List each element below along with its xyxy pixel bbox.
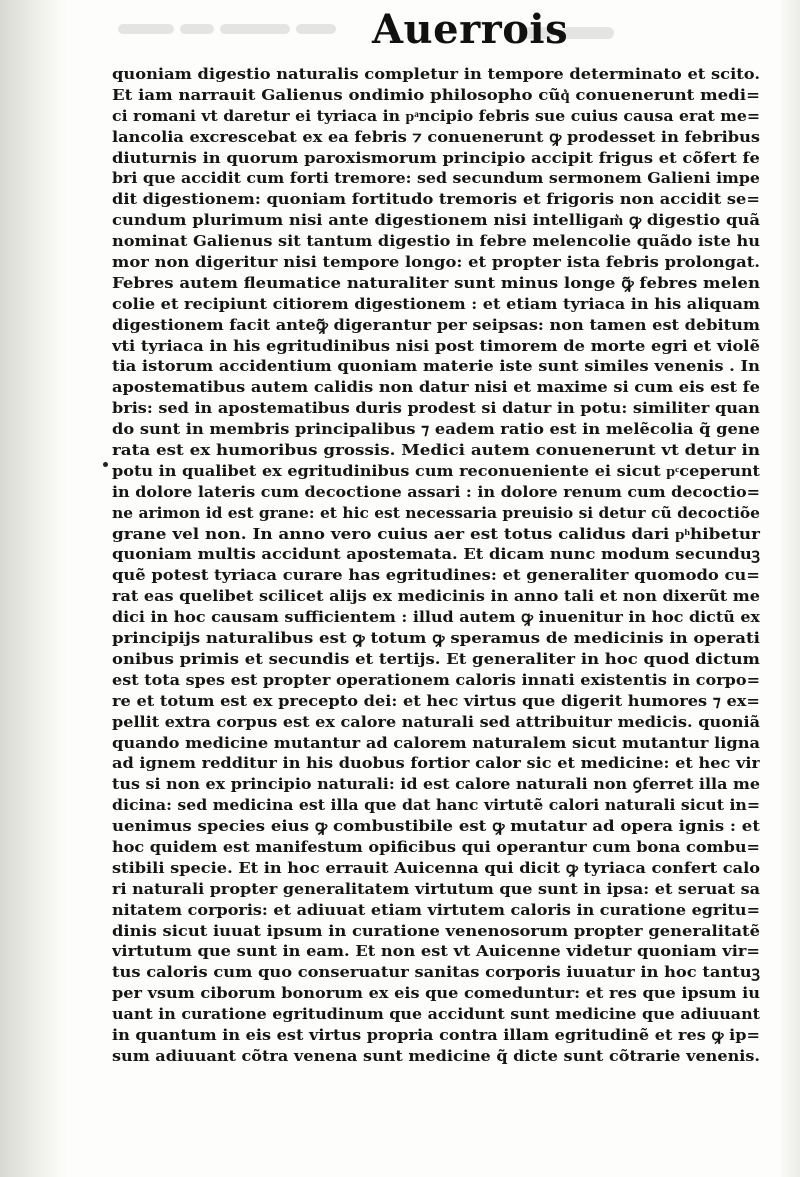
text-line: quando medicine mutantur ad calorem naturalem sicut mutantur ligna (112, 733, 760, 752)
text-line: ne arimon id est grane: et hic est necessaria preuisio si detur cũ decoctiõe (112, 503, 761, 522)
text-line: Febres autem fleumatice naturaliter sunt minus longe ꝙ̃ febres melen (112, 273, 760, 292)
margin-ink-dot (103, 462, 108, 467)
text-line: nominat Galienus sit tantum digestio in febre melencolie quãdo iste hu (112, 232, 760, 251)
text-line: tus caloris cum quo conseruatur sanitas corporis iuuatur in hoc tantuꝫ (112, 963, 760, 982)
show-through-text-left (118, 18, 378, 58)
text-line: mor non digeritur nisi tempore longo: et propter ista febris prolongat. (112, 253, 761, 272)
text-line: digestionem facit anteꝙ̃ digerantur per seipsas: non tamen est debitum (112, 315, 761, 334)
text-line: in dolore lateris cum decoctione assari : in dolore renum cum decoctio= (112, 482, 760, 501)
text-line: hoc quidem est manifestum opificibus qui operantur cum bona combu= (112, 837, 760, 856)
text-line: sum adiuuant cõtra venena sunt medicine q̃ dicte sunt cõtrarie venenis. (112, 1046, 760, 1065)
text-line: do sunt in membris principalibus ⁊ eadem ratio est in melẽcolia q̃ gene (112, 420, 760, 439)
text-line: pellit extra corpus est ex calore naturali sed attribuitur medicis. quoniã (112, 712, 761, 731)
text-line: vti tyriaca in his egritudinibus nisi post timorem de morte egri et violẽ (112, 336, 760, 355)
text-line: ci romani vt daretur ei tyriaca in pͣncipio febris sue cuius causa erat me= (112, 106, 761, 125)
text-line: dit digestionem: quoniam fortitudo tremoris et frigoris non accidit se= (112, 190, 760, 209)
text-line: dinis sicut iuuat ipsum in curatione venenosorum propter generalitatẽ (112, 921, 760, 940)
text-line: virtutum que sunt in eam. Et non est vt Auicenne videtur quoniam vir= (112, 942, 761, 961)
text-line: bri que accidit cum forti tremore: sed secundum sermonem Galieni impe (112, 169, 760, 188)
text-line: diuturnis in quorum paroxismorum principio accipit frigus et cõfert fe (112, 148, 760, 167)
text-line: principijs naturalibus est ꝙ totum ꝙ speramus de medicinis in operati (112, 629, 760, 648)
text-line: stibili specie. Et in hoc errauit Auicenna qui dicit ꝙ tyriaca confert calo (112, 858, 761, 877)
text-line: uant in curatione egritudinum que accidunt sunt medicine que adiuuant (112, 1005, 760, 1024)
text-line: dici in hoc causam sufficientem : illud autem ꝙ inuenitur in hoc dictũ ex (112, 608, 760, 627)
text-line: onibus primis et secundis et tertijs. Et generaliter in hoc quod dictum (112, 649, 760, 668)
text-line: bris: sed in apostematibus duris prodest si datur in potu: similiter quan (112, 399, 760, 418)
text-line: grane vel non. In anno vero cuius aer est totus calidus dari pͪhibetur (112, 524, 760, 543)
page-gutter-shadow (0, 0, 68, 1177)
text-line: tus si non ex principio naturali: id est calore naturali non ꝯferret illa me (112, 775, 760, 794)
text-line: per vsum ciborum bonorum ex eis que comeduntur: et res que ipsum iu (112, 984, 761, 1003)
page-edge-shadow (778, 0, 800, 1177)
text-line: est tota spes est propter operationem caloris innati existentis in corpo= (112, 670, 761, 689)
text-line: quoniam digestio naturalis completur in tempore determinato et scito. (112, 65, 761, 83)
text-line: ri naturali propter generalitatem virtutum que sunt in ipsa: et seruat sa (112, 879, 760, 898)
text-line: rata est ex humoribus grossis. Medici autem conuenerunt vt detur in (112, 441, 760, 460)
text-line: dicina: sed medicina est illa que dat hanc virtutẽ calori naturali sicut in= (112, 796, 761, 815)
text-line: ad ignem redditur in his duobus fortior calor sic et medicine: et hec vir (112, 754, 761, 773)
text-line: quoniam multis accidunt apostemata. Et dicam nunc modum secunduꝫ (112, 545, 761, 564)
text-column (112, 64, 762, 1067)
text-line: in quantum in eis est virtus propria contra illam egritudinẽ et res ꝙ ip= (112, 1025, 760, 1044)
text-line: lancolia excrescebat ex ea febris ⁊ conuenerunt ꝙ prodesset in febribus (112, 127, 760, 146)
text-line: quẽ potest tyriaca curare has egritudines: et generaliter quomodo cu= (112, 566, 760, 585)
text-line: nitatem corporis: et adiuuat etiam virtutem caloris in curatione egritu= (112, 900, 760, 919)
text-line: Et iam narrauit Galienus ondimio philosopho cũq͛ conuenerunt medi= (112, 85, 760, 104)
text-line: re et totum est ex precepto dei: et hec virtus que digerit humores ⁊ ex= (112, 691, 760, 710)
text-line: rat eas quelibet scilicet alijs ex medicinis in anno tali et non dixerũt me (112, 587, 760, 606)
text-line: potu in qualibet ex egritudinibus cum reconueniente ei sicut pͨceperunt (112, 461, 760, 480)
text-line: colie et recipiunt citiorem digestionem : et etiam tyriaca in his aliquam (112, 294, 760, 313)
text-line: cundum plurimum nisi ante digestionem nisi intelligam͛ ꝙ digestio quã (112, 211, 761, 230)
text-line: uenimus species eius ꝙ combustibile est ꝙ mutatur ad opera ignis : et (112, 817, 760, 836)
text-line: apostematibus autem calidis non datur nisi et maxime si cum eis est fe (112, 378, 760, 397)
running-head: Auerrois (372, 6, 569, 53)
text-line: tia istorum accidentium quoniam materie iste sunt similes venenis . In (112, 357, 760, 376)
